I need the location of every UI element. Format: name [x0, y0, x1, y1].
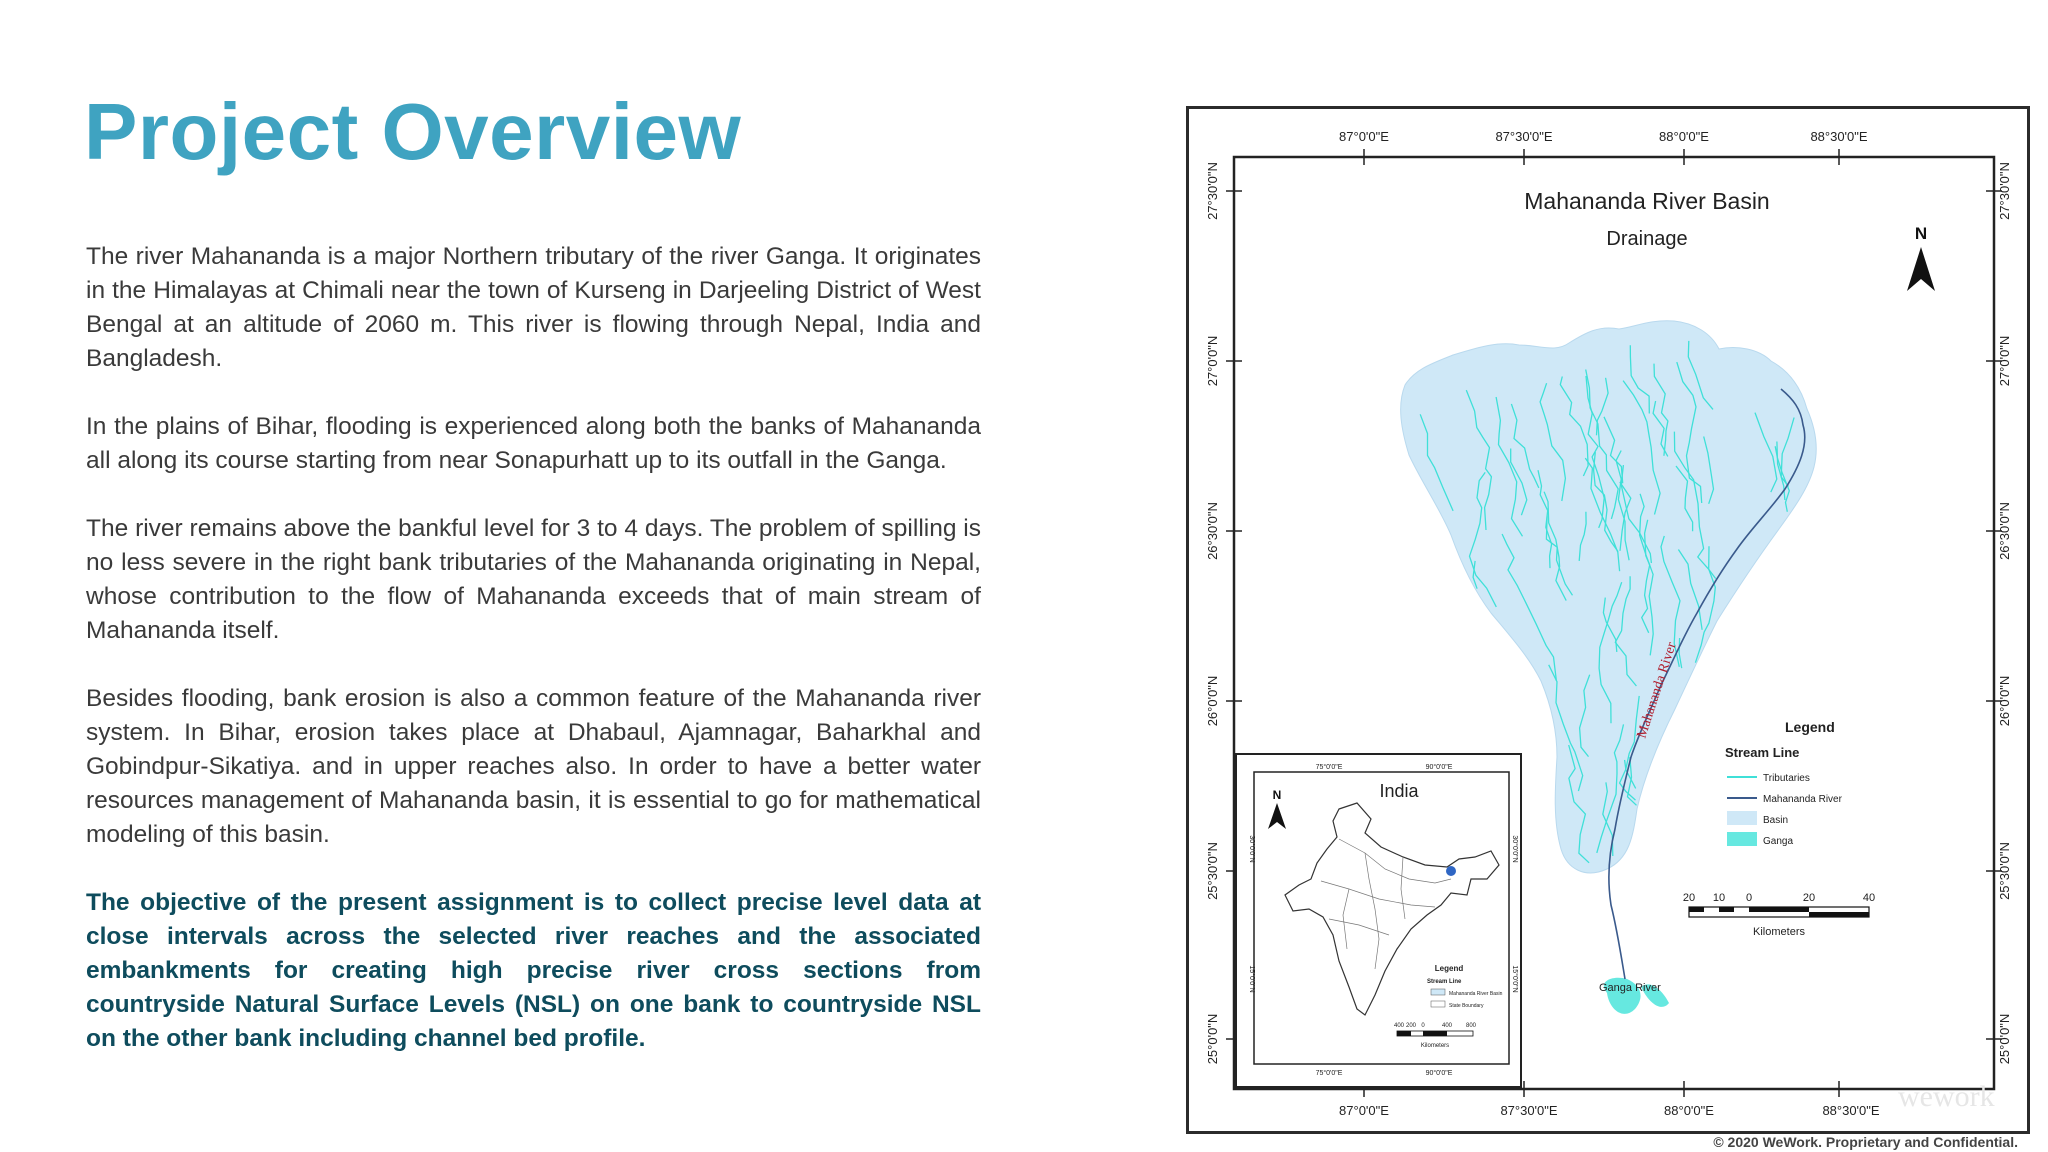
- lat-left-6: 25°0'0"N: [1205, 1013, 1220, 1065]
- lat-right-4: 26°0'0"N: [1997, 675, 2012, 727]
- lat-right-6: 25°0'0"N: [1997, 1013, 2012, 1065]
- inset-top-tick-2: 90°0'0"E: [1425, 764, 1453, 771]
- lon-top-2: 87°30'0"E: [1495, 129, 1553, 144]
- north-label: N: [1914, 224, 1928, 243]
- lon-bottom-2: 87°30'0"E: [1500, 1103, 1558, 1118]
- lat-right-2: 27°0'0"N: [1997, 335, 2012, 387]
- lon-top-3: 88°0'0"E: [1659, 129, 1709, 144]
- paragraph-flooding: In the plains of Bihar, flooding is experienced along both the banks of Mahananda all along its course starting from near Sonapurhatt up to its outfall in the Ganga.: [86, 413, 981, 474]
- inset-north-label: N: [1272, 788, 1282, 802]
- inset-scale-tick-5: 800: [1465, 1023, 1477, 1029]
- legend-section: Stream Line: [1725, 745, 1800, 760]
- legend-basin: Basin: [1763, 815, 1789, 826]
- inset-right-tick-1: 30°0'0"N: [1511, 835, 1518, 863]
- lon-bottom-1: 87°0'0"E: [1339, 1103, 1389, 1118]
- inset-left-tick-1: 30°0'0"N: [1248, 835, 1255, 863]
- lat-left-1: 27°30'0"N: [1205, 162, 1220, 220]
- inset-legend-section: Stream Line: [1427, 979, 1462, 985]
- inset-left-tick-2: 15°0'0"N: [1248, 965, 1255, 993]
- inset-scale-tick-1: 400: [1393, 1023, 1405, 1029]
- scale-tick-1: 20: [1682, 892, 1696, 904]
- inset-bottom-tick-1: 75°0'0"E: [1315, 1070, 1343, 1077]
- basin-map: [1189, 109, 2027, 1131]
- inset-legend-state: State Boundary: [1449, 1003, 1484, 1009]
- lon-top-1: 87°0'0"E: [1339, 129, 1389, 144]
- scale-tick-3: 0: [1745, 892, 1753, 904]
- inset-right-tick-2: 15°0'0"N: [1511, 965, 1518, 993]
- ganga-label: Ganga River: [1599, 982, 1661, 994]
- river-label: Mahananda River: [1634, 640, 1680, 741]
- lat-right-3: 26°30'0"N: [1997, 502, 2012, 560]
- india-inset-map: [1236, 754, 1521, 1087]
- legend-main-river: Mahananda River: [1763, 794, 1842, 805]
- scale-tick-2: 10: [1712, 892, 1726, 904]
- inset-scale-tick-4: 400: [1441, 1023, 1453, 1029]
- inset-title: India: [1379, 781, 1419, 801]
- paragraph-erosion: Besides flooding, bank erosion is also a common feature of the Mahananda river system. In Bihar, erosion takes place at Dhabaul, Ajamnagar, Baharkhal and Gobindpur-Sikatiya. and in upper reaches also. In order to have a better water resources management of Mahananda basin, it is essential to go for mathematical modeling of this basin.: [86, 685, 981, 848]
- inset-bottom-tick-2: 90°0'0"E: [1425, 1070, 1453, 1077]
- basin-location-marker: [1446, 866, 1456, 876]
- inset-scale-tick-2: 200: [1405, 1023, 1417, 1029]
- map-title: Mahananda River Basin: [1524, 188, 1770, 214]
- lon-bottom-4: 88°30'0"E: [1822, 1103, 1880, 1118]
- basin-map-figure: [1186, 106, 2030, 1134]
- paragraph-origin: The river Mahananda is a major Northern tributary of the river Ganga. It originates in the Himalayas at Chimali near the town of Kurseng in Darjeeling District of West Bengal at an altitude of 2060 m. This river is flowing through Nepal, India and Bangladesh.: [86, 243, 981, 372]
- scale-tick-5: 40: [1862, 892, 1876, 904]
- lon-bottom-3: 88°0'0"E: [1664, 1103, 1714, 1118]
- legend-ganga-swatch: [1727, 832, 1757, 846]
- watermark-logo: wework: [1898, 1080, 1995, 1113]
- inset-top-tick-1: 75°0'0"E: [1315, 764, 1343, 771]
- lat-left-3: 26°30'0"N: [1205, 502, 1220, 560]
- legend-tributaries: Tributaries: [1763, 773, 1810, 784]
- inset-scale-tick-3: 0: [1421, 1023, 1425, 1029]
- lat-left-2: 27°0'0"N: [1205, 335, 1220, 387]
- legend-title: Legend: [1785, 719, 1835, 735]
- inset-legend-title: Legend: [1434, 964, 1464, 973]
- paragraph-bankful: The river remains above the bankful level for 3 to 4 days. The problem of spilling is no less severe in the right bank tributaries of the Mahananda originating in Nepal, whose contribution to the flow of Mahananda exceeds that of main stream of Mahananda itself.: [86, 515, 981, 644]
- inset-legend-basin: Mahananda River Basin: [1449, 991, 1503, 997]
- slide-title: Project Overview: [84, 87, 742, 176]
- scale-unit: Kilometers: [1753, 926, 1805, 938]
- scale-tick-4: 20: [1802, 892, 1816, 904]
- lat-left-5: 25°30'0"N: [1205, 842, 1220, 900]
- paragraph-objective: The objective of the present assignment is to collect precise level data at close intervals across the selected river reaches and the associated embankments for creating high precise river cross sections from countryside Natural Surface Levels (NSL) on one bank to countryside NSL on the other bank including channel bed profile.: [86, 889, 981, 1052]
- lat-right-1: 27°30'0"N: [1997, 162, 2012, 220]
- map-subtitle: Drainage: [1606, 228, 1688, 250]
- lon-top-4: 88°30'0"E: [1810, 129, 1868, 144]
- legend-basin-swatch: [1727, 811, 1757, 825]
- inset-scale-unit: Kilometers: [1420, 1043, 1450, 1049]
- lat-right-5: 25°30'0"N: [1997, 842, 2012, 900]
- copyright-credit: © 2020 WeWork. Proprietary and Confidential.: [1713, 1134, 2018, 1150]
- legend-ganga: Ganga: [1763, 836, 1794, 847]
- lat-left-4: 26°0'0"N: [1205, 675, 1220, 727]
- overview-text: [86, 240, 981, 1090]
